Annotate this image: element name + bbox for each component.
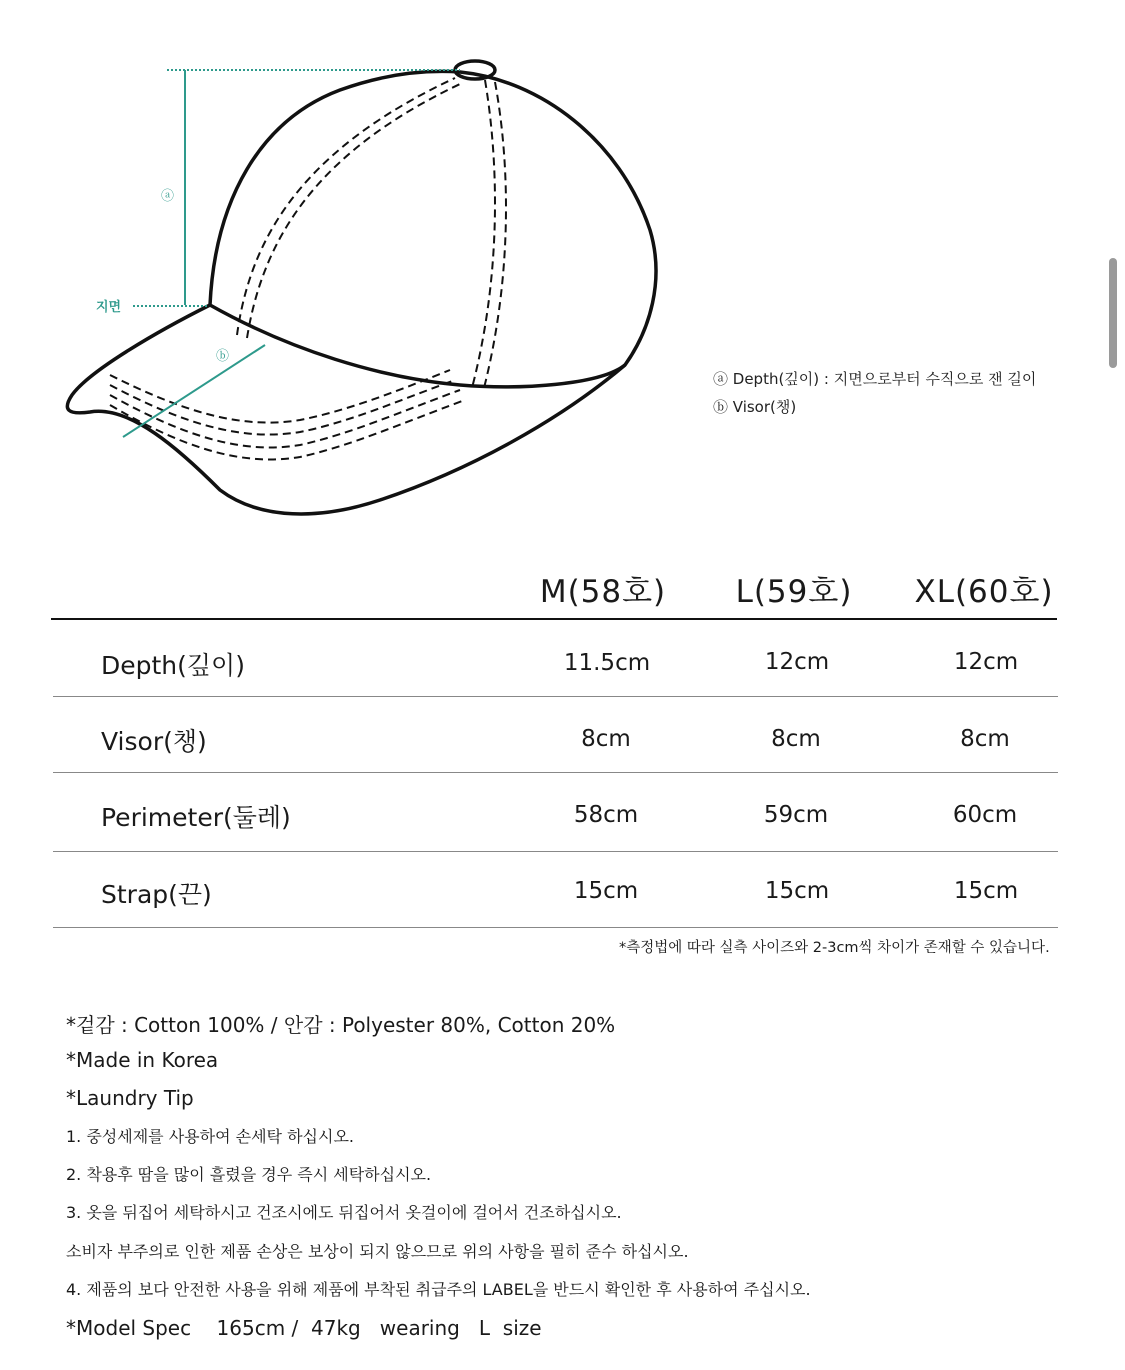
table-cell: 15cm xyxy=(573,878,639,904)
table-cell: 12cm xyxy=(764,649,830,675)
table-cell: 59cm xyxy=(763,802,829,828)
table-cell: 8cm xyxy=(771,726,821,752)
model-spec: *Model Spec 165cm / 47kg wearing L size xyxy=(66,1316,542,1340)
row-divider xyxy=(53,772,1058,773)
scrollbar[interactable] xyxy=(1109,258,1117,368)
origin-info: *Made in Korea xyxy=(66,1048,219,1072)
cap-crown xyxy=(210,71,656,386)
column-header-l: L(59호) xyxy=(735,574,853,610)
laundry-tip: 1. 중성세제를 사용하여 손세탁 하십시오. xyxy=(66,1127,354,1146)
column-header-xl: XL(60호) xyxy=(914,574,1054,610)
row-label-depth: Depth(깊이) xyxy=(101,651,245,680)
laundry-warning: 소비자 부주의로 인한 제품 손상은 보상이 되지 않으므로 위의 사항을 필히 준수 하십시오. xyxy=(66,1242,689,1261)
cap-visor xyxy=(67,305,625,514)
cap-button xyxy=(455,61,495,79)
table-cell: 11.5cm xyxy=(563,650,651,676)
table-cell: 60cm xyxy=(952,802,1018,828)
table-cell: 8cm xyxy=(960,726,1010,752)
visor-marker: ⓑ xyxy=(216,349,230,364)
material-info: *겉감 : Cotton 100% / 안감 : Polyester 80%, Cotton 20% xyxy=(66,1013,616,1037)
table-cell: 8cm xyxy=(581,726,631,752)
row-label-perimeter: Perimeter(둘레) xyxy=(101,803,291,832)
laundry-title: *Laundry Tip xyxy=(66,1086,194,1110)
laundry-tip: 2. 착용후 땀을 많이 흘렸을 경우 즉시 세탁하십시오. xyxy=(66,1165,432,1184)
row-label-visor: Visor(챙) xyxy=(101,727,207,756)
laundry-tip: 3. 옷을 뒤집어 세탁하시고 건조시에도 뒤집어서 옷걸이에 걸어서 건조하십시오. xyxy=(66,1203,622,1222)
cap-diagram xyxy=(0,0,700,530)
legend-depth: ⓐ Depth(깊이) : 지면으로부터 수직으로 잰 길이 xyxy=(713,370,1037,388)
row-divider xyxy=(53,696,1058,697)
table-cell: 58cm xyxy=(573,802,639,828)
table-cell: 15cm xyxy=(953,878,1019,904)
table-header-divider xyxy=(51,618,1057,620)
table-cell: 12cm xyxy=(953,649,1019,675)
ground-label: 지면 xyxy=(96,300,122,315)
table-cell: 15cm xyxy=(764,878,830,904)
depth-marker: ⓐ xyxy=(161,189,175,204)
laundry-tip: 4. 제품의 보다 안전한 사용을 위해 제품에 부착된 취급주의 LABEL을 반드시 확인한 후 사용하여 주십시오. xyxy=(66,1280,811,1299)
row-label-strap: Strap(끈) xyxy=(101,880,212,909)
measurement-note: *측정법에 따라 실측 사이즈와 2-3cm씩 차이가 존재할 수 있습니다. xyxy=(619,940,1050,956)
legend-visor: ⓑ Visor(챙) xyxy=(713,398,797,416)
row-divider xyxy=(53,851,1058,852)
row-divider xyxy=(53,927,1058,928)
column-header-m: M(58호) xyxy=(539,574,667,610)
